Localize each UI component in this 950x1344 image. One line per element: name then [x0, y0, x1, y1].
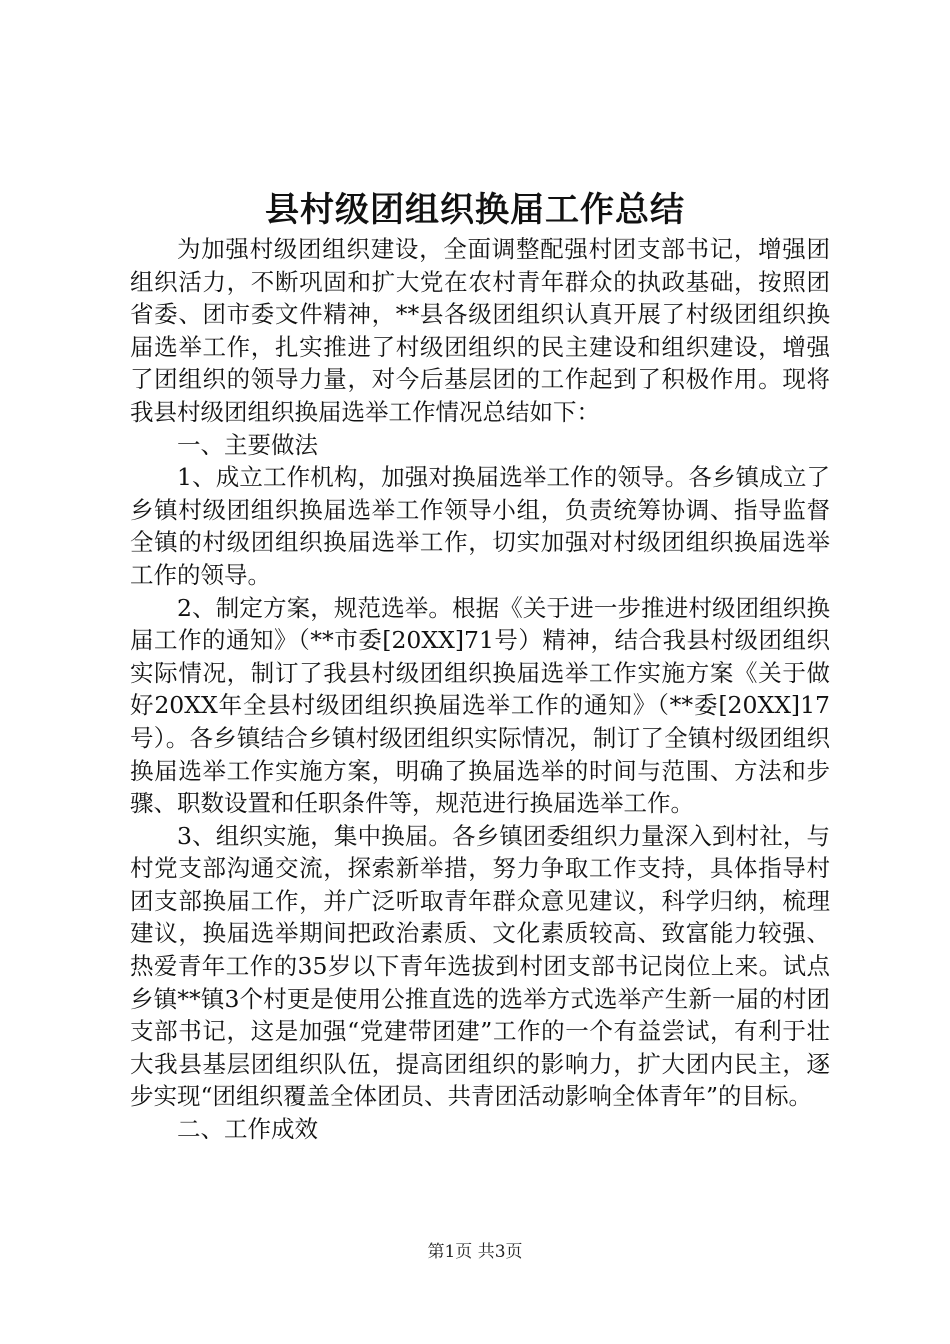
paragraph-item-3: 3、组织实施，集中换届。各乡镇团委组织力量深入到村社，与村党支部沟通交流，探索新举措，努力争取工作支持，具体指导村团支部换届工作，并广泛听取青年群众意见建议，科学归纳，梳理建议，换届选举期间把政治素质、文化素质较高、致富能力较强、热爱青年工作的35岁以下青年选拔到村团支部书记岗位上来。试点乡镇**镇3个村更是使用公推直选的选举方式选举产生新一届的村团支部书记，这是加强“党建带团建”工作的一个有益尝试，有利于壮大我县基层团组织队伍，提高团组织的影响力，扩大团内民主，逐步实现“团组织覆盖全体团员、共青团活动影响全体青年”的目标。: [130, 821, 830, 1111]
document-body: [130, 233, 830, 1146]
paragraph-item-2: 2、制定方案，规范选举。根据《关于进一步推进村级团组织换届工作的通知》（**市委[20XX]71号）精神，结合我县村级团组织实际情况，制订了我县村级团组织换届选举工作实施方案《关于做好20XX年全县村级团组织换届选举工作的通知》（**委[20XX]17号）。各乡镇结合乡镇村级团组织实际情况，制订了全镇村级团组织换届选举工作实施方案，明确了换届选举的时间与范围、方法和步骤、职数设置和任职条件等，规范进行换届选举工作。: [130, 593, 830, 818]
paragraph-item-1: 1、成立工作机构，加强对换届选举工作的领导。各乡镇成立了乡镇村级团组织换届选举工作领导小组，负责统筹协调、指导监督全镇的村级团组织换届选举工作，切实加强对村级团组织换届选举工作的领导。: [130, 463, 830, 589]
paragraph-intro: 为加强村级团组织建设，全面调整配强村团支部书记，增强团组织活力，不断巩固和扩大党在农村青年群众的执政基础，按照团省委、团市委文件精神，**县各级团组织认真开展了村级团组织换届选举工作，扎实推进了村级团组织的民主建设和组织建设，增强了团组织的领导力量，对今后基层团的工作起到了积极作用。现将我县村级团组织换届选举工作情况总结如下：: [130, 235, 830, 426]
section-heading-results: 二、工作成效: [177, 1115, 318, 1144]
section-heading-main-methods: 一、主要做法: [177, 430, 318, 459]
page-footer: 第1页 共3页: [427, 1242, 523, 1262]
document-title: 县村级团组织换届工作总结: [265, 190, 685, 230]
